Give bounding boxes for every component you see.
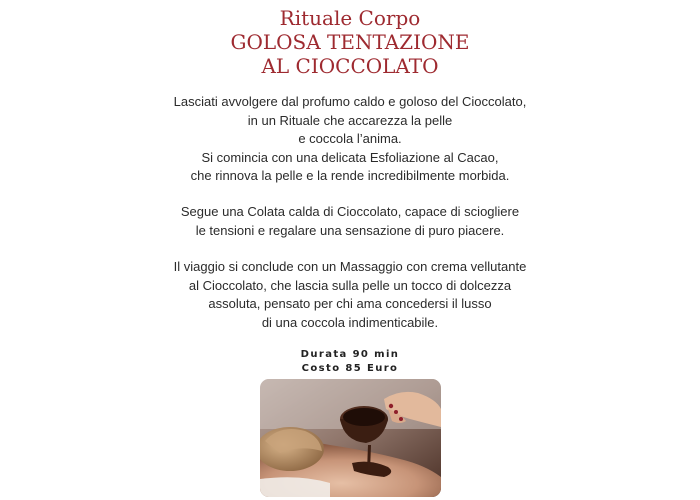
- description-paragraph-2: [0, 203, 700, 240]
- text-line: Il viaggio si conclude con un Massaggio con crema vellutante: [173, 259, 527, 274]
- text-line: e coccola l’anima.: [298, 131, 402, 146]
- price-label: Costo 85 Euro: [301, 363, 399, 374]
- text-line: le tensioni e regalare una sensazione di puro piacere.: [195, 222, 505, 238]
- text-line: al Cioccolato, che lascia sulla pelle un tocco di dolcezza: [188, 277, 512, 293]
- heading-line-2: GOLOSA TENTAZIONE: [230, 30, 470, 54]
- chocolate-massage-photo: [260, 379, 441, 497]
- description-paragraph-1: [0, 93, 700, 186]
- text-line: assoluta, pensato per chi ama concedersi il lusso: [208, 296, 492, 311]
- duration-label: Durata 90 min: [300, 349, 400, 360]
- description-paragraph-3: [0, 258, 700, 332]
- text-line: Si comincia con una delicata Esfoliazione al Cacao,: [201, 149, 499, 165]
- text-line: Segue una Colata calda di Cioccolato, capace di sciogliere: [180, 204, 520, 219]
- text-line: Lasciati avvolgere dal profumo caldo e goloso del Cioccolato,: [173, 94, 527, 109]
- text-line: che rinnova la pelle e la rende incredibilmente morbida.: [190, 168, 510, 183]
- heading-line-3: AL CIOCCOLATO: [261, 54, 439, 78]
- text-line: di una coccola indimenticabile.: [261, 314, 439, 330]
- heading-line-1: Rituale Corpo: [279, 6, 421, 30]
- text-line: in un Rituale che accarezza la pelle: [247, 112, 453, 128]
